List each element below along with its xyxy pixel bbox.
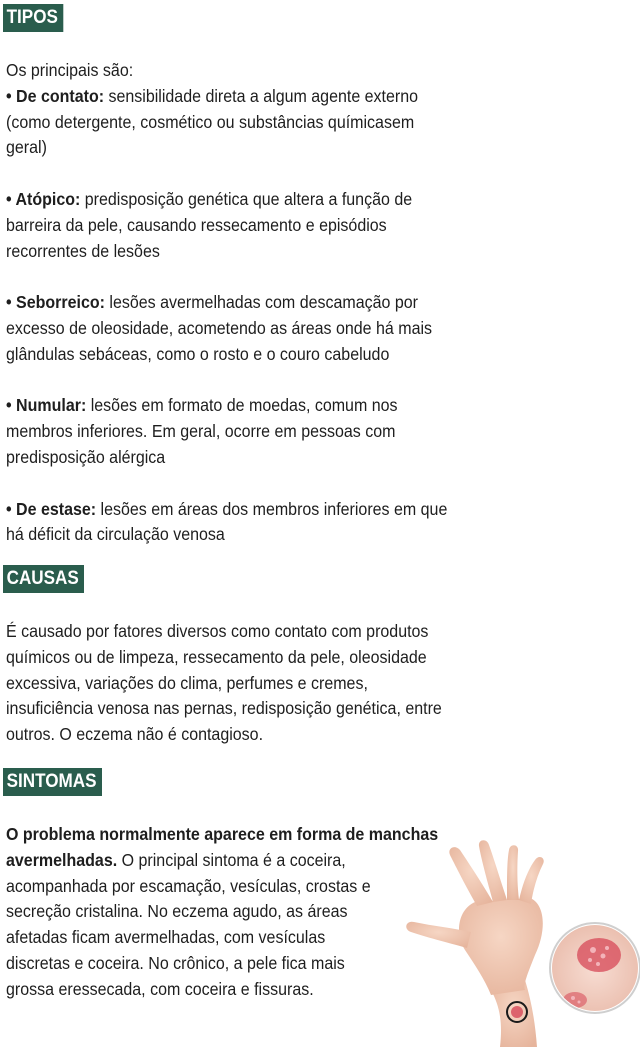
section-tag-tipos: TIPOS (3, 4, 63, 32)
tipo-desc: predisposição alérgica (6, 446, 166, 467)
tipo-desc: sensibilidade direta a algum agente externo (104, 85, 419, 106)
sintomas-line: grossa eressecada, com coceira e fissuras. (6, 978, 314, 999)
tipo-term: • Numular: (6, 395, 87, 416)
tipo-desc: barreira da pele, causando ressecamento e episódios (6, 214, 387, 235)
sintomas-line: O principal sintoma é a coceira, (117, 849, 346, 870)
tipo-item-seborreico (6, 290, 576, 367)
sintomas-lead: O problema normalmente aparece em forma de manchas (6, 824, 439, 844)
tipos-body (6, 58, 576, 548)
palm-shape (459, 898, 543, 995)
section-tag-causas: CAUSAS (3, 565, 84, 593)
causas-line: químicos ou de limpeza, ressecamento da pele, oleosidade (6, 646, 427, 667)
tipos-intro: Os principais são: (6, 60, 134, 80)
tipo-term: • De contato: (6, 85, 105, 106)
tipo-term: • De estase: (6, 498, 97, 519)
sintomas-lead: avermelhadas. (6, 849, 118, 870)
finger-shape (507, 845, 519, 900)
lesion-spot (511, 1006, 523, 1018)
sintomas-line: secreção cristalina. No eczema agudo, as áreas (6, 901, 348, 922)
tipo-term: • Seborreico: (6, 292, 105, 313)
sintomas-line: afetadas ficam avermelhadas, com vesículas (6, 927, 326, 948)
tipo-desc: (como detergente, cosmético ou substâncias químicasem (6, 111, 415, 132)
sintomas-line: discretas e coceira. No crônico, a pele fica mais (6, 952, 345, 973)
hand-eczema-illustration (395, 840, 640, 1047)
tipo-desc: lesões em formato de moedas, comum nos (86, 395, 398, 416)
tipo-item-atopico (6, 187, 576, 264)
causas-line: É causado por fatores diversos como contato com produtos (6, 621, 429, 641)
finger-shape (519, 857, 544, 904)
causas-line: excessiva, variações do clima, perfumes e cremes, (6, 672, 368, 693)
tipo-desc: excesso de oleosidade, acometendo as áreas onde há mais (6, 317, 433, 338)
tipo-term: • Atópico: (6, 188, 81, 209)
tipo-desc: geral) (6, 137, 47, 158)
tipo-desc: membros inferiores. Em geral, ocorre em pessoas com (6, 421, 396, 442)
tipo-item-estase (6, 497, 576, 549)
tipo-desc: predisposição genética que altera a função de (80, 188, 413, 209)
tipo-item-contato (6, 84, 576, 161)
section-tag-sintomas: SINTOMAS (3, 768, 102, 796)
causas-line: outros. O eczema não é contagioso. (6, 724, 264, 745)
tipo-desc: lesões avermelhadas com descamação por (104, 292, 419, 313)
tipo-desc: lesões em áreas dos membros inferiores em que (96, 498, 448, 519)
sintomas-line: acompanhada por escamação, vesículas, crostas e (6, 875, 371, 896)
tipo-item-numular (6, 393, 576, 470)
causas-line: insuficiência venosa nas pernas, redisposição genética, entre (6, 698, 442, 719)
causas-body (6, 619, 576, 748)
tipo-desc: glândulas sebáceas, como o rosto e o couro cabeludo (6, 343, 390, 364)
tipo-desc: há déficit da circulação venosa (6, 524, 225, 545)
tipo-desc: recorrentes de lesões (6, 240, 160, 261)
